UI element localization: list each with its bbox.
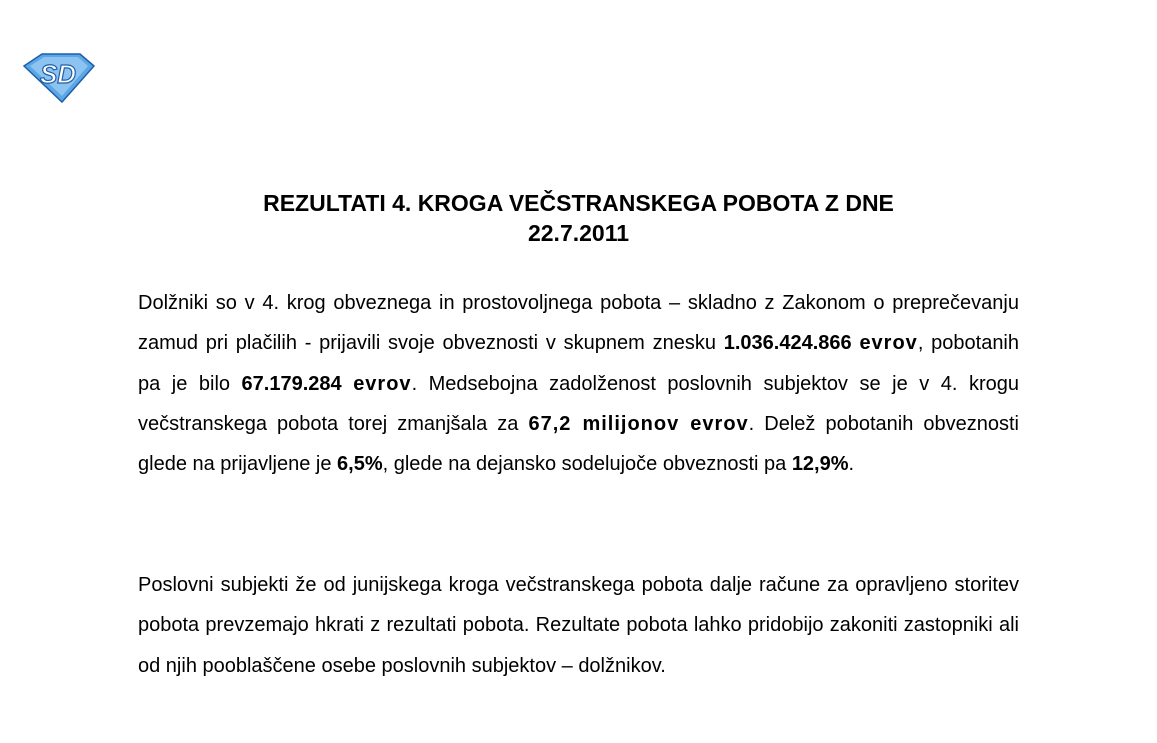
unit-label: evrov bbox=[353, 372, 412, 395]
text-segment: Dolžniki so v 4. krog obveznega in prostovoljnega pobota – skladno z Zakonom o preprečevanju zamud pri plačilih - prijavili svoje obveznosti v skupnem znesku bbox=[138, 292, 1019, 355]
reduction-amount: 67,2 milijonov evrov bbox=[528, 412, 749, 435]
page-title bbox=[0, 188, 1157, 248]
title-line-1: REZULTATI 4. KROGA VEČSTRANSKEGA POBOTA Z DNE bbox=[263, 190, 894, 216]
amount-offset: 67.179.284 bbox=[241, 372, 342, 395]
title-line-2: 22.7.2011 bbox=[527, 220, 630, 246]
results-paragraph bbox=[138, 283, 1019, 484]
share-reported: 6,5% bbox=[337, 453, 383, 476]
sd-logo-icon bbox=[22, 52, 96, 104]
text-segment: , pobotanih pa je bilo bbox=[138, 332, 1020, 395]
unit-label: evrov bbox=[859, 332, 918, 355]
text-segment: . Medsebojna zadolženost poslovnih subjektov se je v 4. krogu večstranskega pobota torej zmanjšala za bbox=[138, 372, 1019, 435]
invoice-paragraph: Poslovni subjekti že od junijskega kroga večstranskega pobota dalje račune za opravljeno storitev pobota prevzemajo hkrati z rezultati pobota. Rezultate pobota lahko pridobijo zakoniti zastopniki ali od njih pooblaščene osebe poslovnih subjektov – dolžnikov. bbox=[138, 574, 1019, 677]
share-actual: 12,9% bbox=[791, 453, 849, 476]
text-segment: . Delež pobotanih obveznosti glede na prijavljene je bbox=[138, 412, 1019, 476]
logo-text: SD bbox=[39, 59, 77, 89]
text-segment: . bbox=[848, 453, 855, 476]
amount-reported: 1.036.424.866 bbox=[723, 332, 852, 355]
text-segment: , glede na dejansko sodelujoče obveznosti pa bbox=[382, 453, 792, 476]
